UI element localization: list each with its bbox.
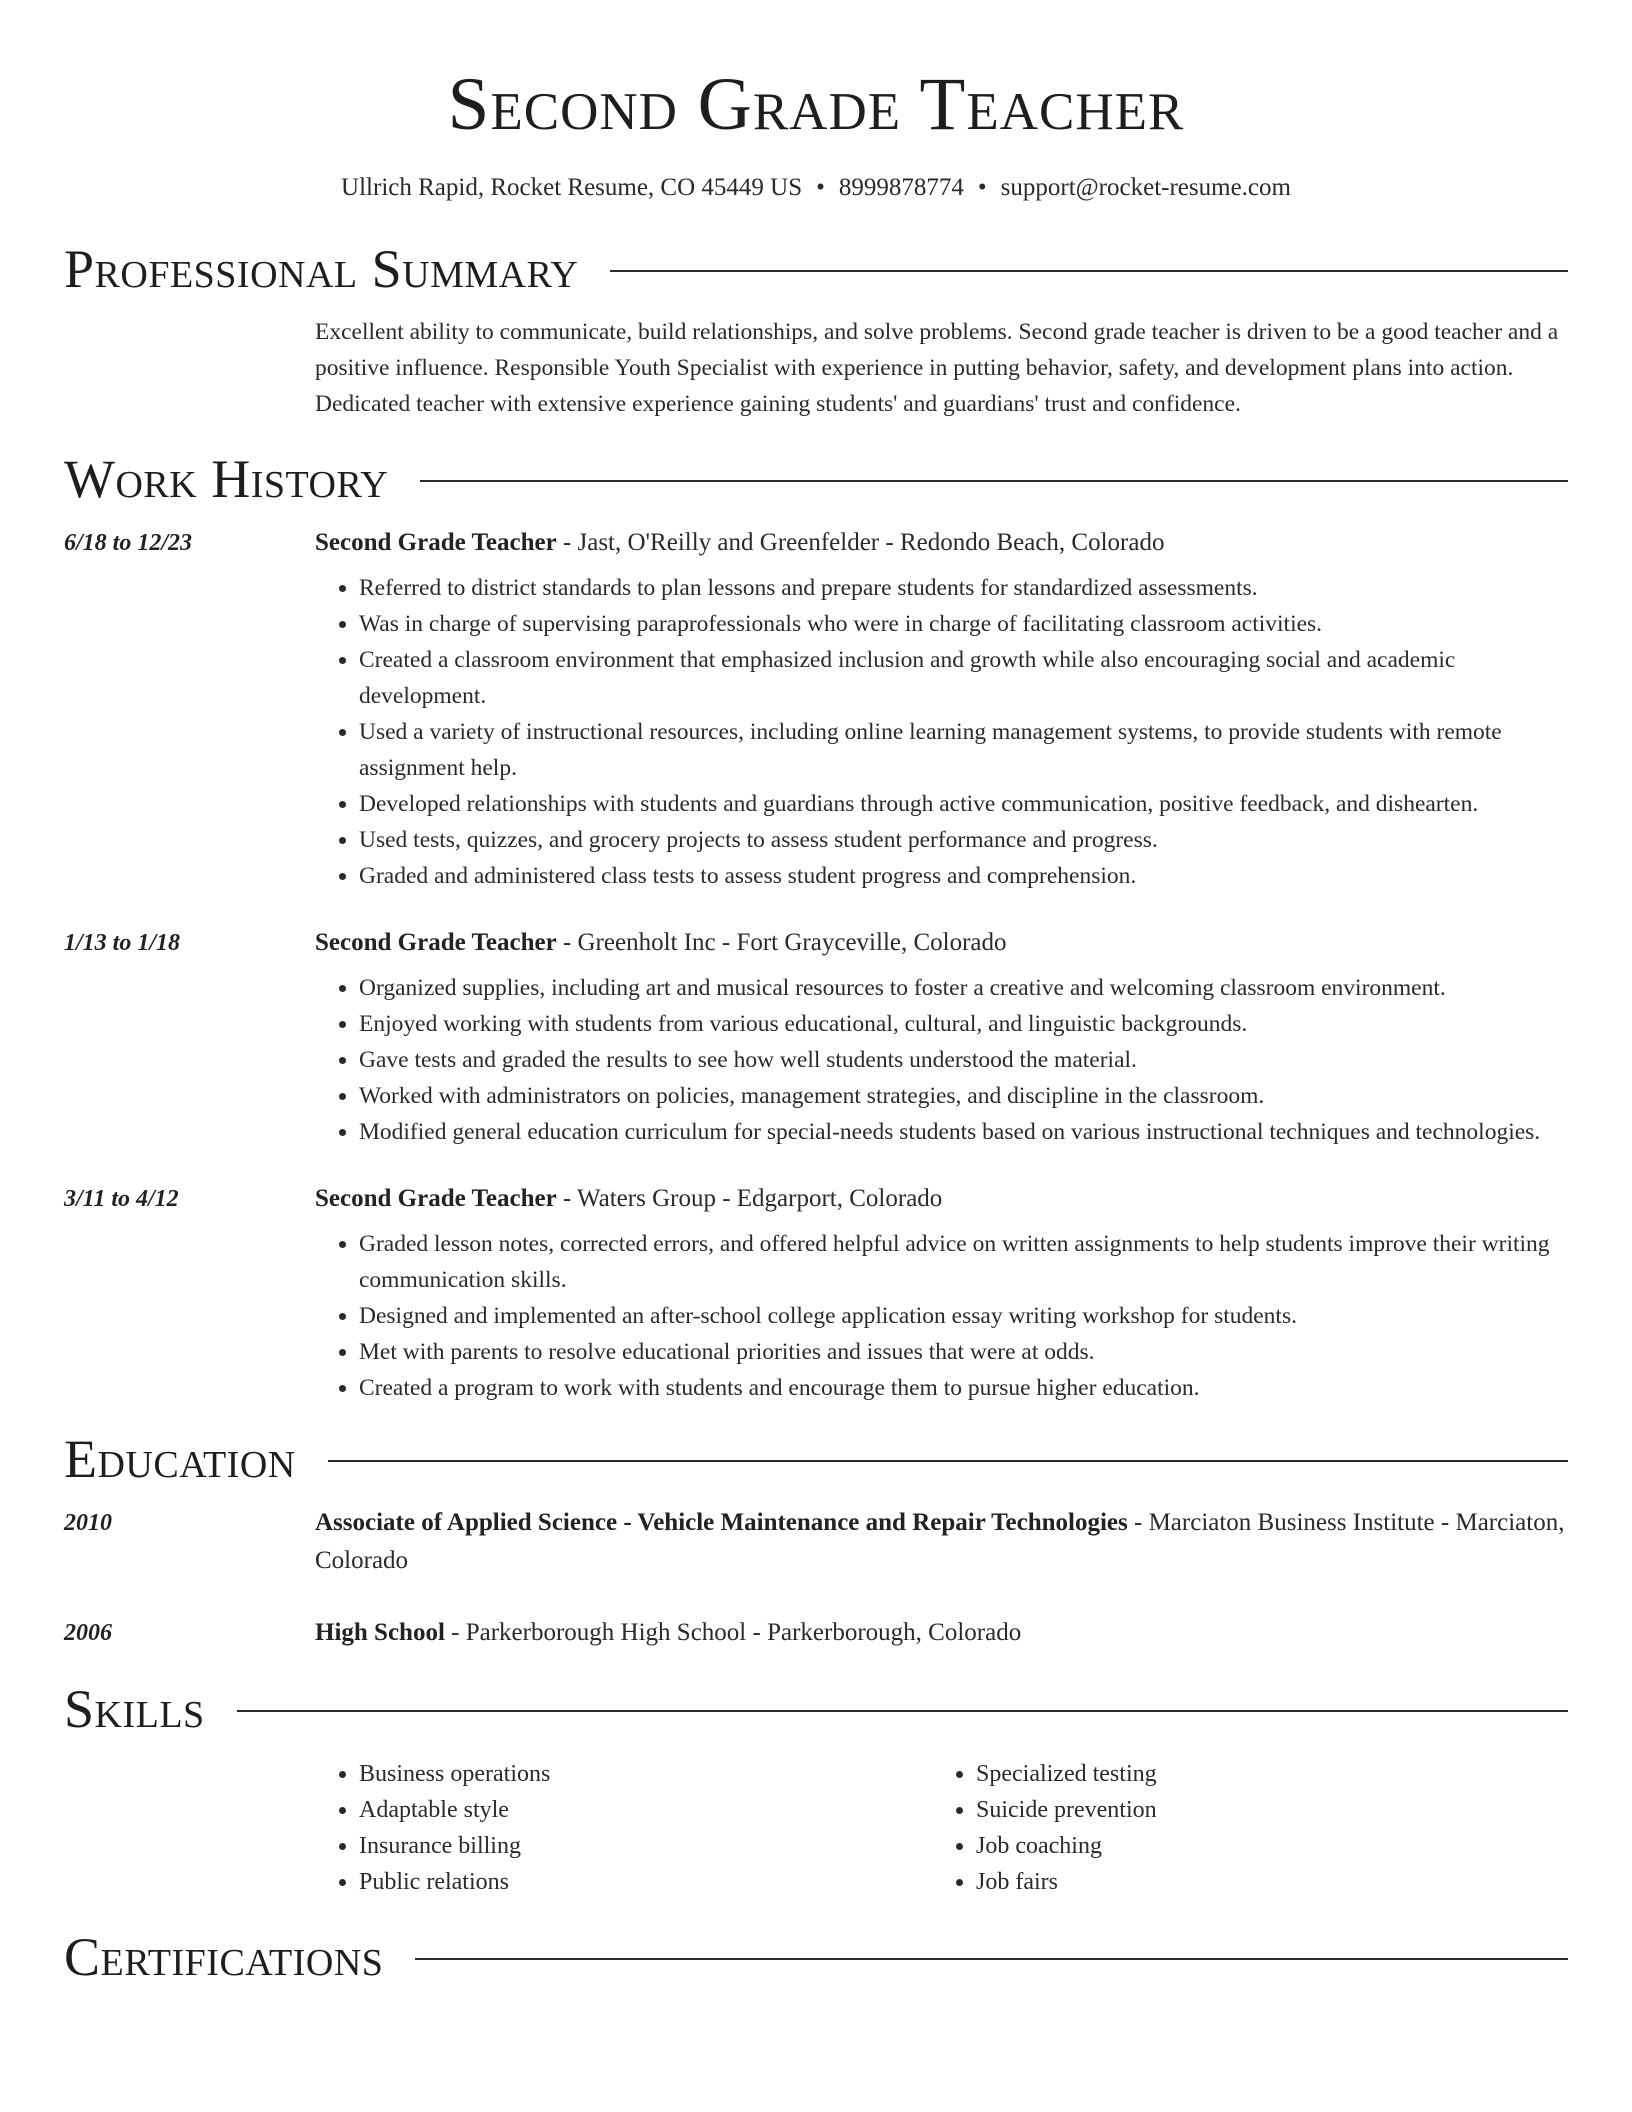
job-duty: • Developed relationships with students and guardians through active communication, positive feedback, and dishearten. <box>359 786 1568 822</box>
job-duty: • Used a variety of instructional resources, including online learning management systems, to provide students with remote assignment help. <box>359 714 1568 786</box>
job-employer: - Jast, O'Reilly and Greenfelder - Redondo Beach, Colorado <box>556 529 1165 556</box>
skill-item: • Business operations <box>359 1756 932 1792</box>
job-duty: • Graded and administered class tests to assess student progress and comprehension. <box>359 858 1568 894</box>
education-degree: Associate of Applied Science - Vehicle Maintenance and Repair Technologies <box>315 1509 1128 1536</box>
section-title-summary: Professional Summary <box>64 239 579 299</box>
job-duty: • Worked with administrators on policies, management strategies, and discipline in the classroom. <box>359 1078 1568 1114</box>
education-year: 2006 <box>64 1620 112 1646</box>
job-entry <box>64 1180 1568 1406</box>
contact-email: support@rocket-resume.com <box>1000 174 1291 201</box>
education-entry <box>64 1504 1568 1580</box>
section-divider <box>610 270 1568 272</box>
skills-section-header <box>64 1676 1568 1742</box>
contact-separator: • <box>977 174 987 201</box>
contact-address: Ullrich Rapid, Rocket Resume, CO 45449 US <box>341 174 803 201</box>
job-entry <box>64 524 1568 894</box>
job-body <box>315 924 1568 1150</box>
job-title: Second Grade Teacher <box>315 1185 557 1212</box>
education-details <box>315 1614 1568 1652</box>
job-heading <box>315 924 1568 962</box>
job-duty: • Designed and implemented an after-school college application essay writing workshop for students. <box>359 1298 1568 1334</box>
skill-item: • Public relations <box>359 1864 932 1900</box>
contact-separator: • <box>816 174 825 201</box>
job-duty: • Gave tests and graded the results to see how well students understood the material. <box>359 1042 1568 1078</box>
skill-item: • Specialized testing <box>976 1756 1549 1792</box>
skills-grid <box>315 1756 1568 1900</box>
job-dates: 3/11 to 4/12 <box>64 1186 179 1212</box>
job-heading <box>315 524 1568 562</box>
job-entry <box>64 924 1568 1150</box>
job-employer: - Greenholt Inc - Fort Grayceville, Colorado <box>556 929 1007 956</box>
job-employer: - Waters Group - Edgarport, Colorado <box>556 1185 943 1212</box>
education-year: 2010 <box>64 1510 112 1536</box>
education-school: - Marciaton Business Institute - Marciaton, Colorado <box>315 1509 1565 1574</box>
job-duty: • Modified general education curriculum for special-needs students based on various instructional techniques and technologies. <box>359 1114 1568 1150</box>
education-school: - Parkerborough High School - Parkerborough, Colorado <box>444 1619 1022 1646</box>
work-section-header <box>64 446 1568 512</box>
skill-item: • Suicide prevention <box>976 1792 1549 1828</box>
skill-item: • Job fairs <box>976 1864 1549 1900</box>
job-duties-list <box>315 970 1568 1150</box>
contact-line <box>64 174 1568 202</box>
skills-column-right <box>932 1756 1549 1900</box>
education-details <box>315 1504 1568 1580</box>
job-body <box>315 1180 1568 1406</box>
education-degree: High School <box>315 1619 445 1646</box>
section-title-skills: Skills <box>64 1679 205 1739</box>
skill-item: • Adaptable style <box>359 1792 932 1828</box>
skill-item: • Job coaching <box>976 1828 1549 1864</box>
job-dates: 6/18 to 12/23 <box>64 530 193 556</box>
job-duty: • Created a classroom environment that emphasized inclusion and growth while also encouraging social and academic development. <box>359 642 1568 714</box>
contact-phone: 8999878774 <box>838 174 964 201</box>
job-body <box>315 524 1568 894</box>
job-duties-list <box>315 570 1568 894</box>
education-entry <box>64 1614 1568 1652</box>
certifications-section-header <box>64 1924 1568 1990</box>
skill-item: • Insurance billing <box>359 1828 932 1864</box>
section-title-certifications: Certifications <box>64 1927 384 1987</box>
job-duty: • Organized supplies, including art and musical resources to foster a creative and welcoming classroom environment. <box>359 970 1568 1006</box>
job-duties-list <box>315 1226 1568 1406</box>
section-divider <box>415 1958 1568 1960</box>
job-duty: • Used tests, quizzes, and grocery projects to assess student performance and progress. <box>359 822 1568 858</box>
job-duty: • Created a program to work with students and encourage them to pursue higher education. <box>359 1370 1568 1406</box>
job-duty: • Enjoyed working with students from various educational, cultural, and linguistic backgrounds. <box>359 1006 1568 1042</box>
job-duty: • Graded lesson notes, corrected errors, and offered helpful advice on written assignments to help students improve their writing communication skills. <box>359 1226 1568 1298</box>
section-title-work-history: Work History <box>64 449 389 509</box>
job-duty: • Was in charge of supervising paraprofessionals who were in charge of facilitating classroom activities. <box>359 606 1568 642</box>
section-divider <box>420 480 1568 482</box>
section-divider <box>328 1460 1568 1462</box>
section-title-education: Education <box>64 1429 296 1489</box>
resume-title: Second Grade Teacher <box>447 63 1185 146</box>
job-heading <box>315 1180 1568 1218</box>
job-dates: 1/13 to 1/18 <box>64 930 181 956</box>
education-section-header <box>64 1426 1568 1492</box>
job-title: Second Grade Teacher <box>315 929 557 956</box>
summary-section-header <box>64 236 1568 302</box>
job-title: Second Grade Teacher <box>315 529 557 556</box>
skills-column-left <box>315 1756 932 1900</box>
job-duty: • Referred to district standards to plan lessons and prepare students for standardized assessments. <box>359 570 1568 606</box>
summary-text: Excellent ability to communicate, build relationships, and solve problems. Second grade teacher is driven to be a good teacher and a positive influence. Responsible Youth Specialist with experience in putting behavior, safety, and development plans into action. Dedicated teacher with extensive experience gaining students' and guardians' trust and confidence. <box>315 319 1559 417</box>
section-divider <box>237 1710 1568 1712</box>
job-duty: • Met with parents to resolve educational priorities and issues that were at odds. <box>359 1334 1568 1370</box>
